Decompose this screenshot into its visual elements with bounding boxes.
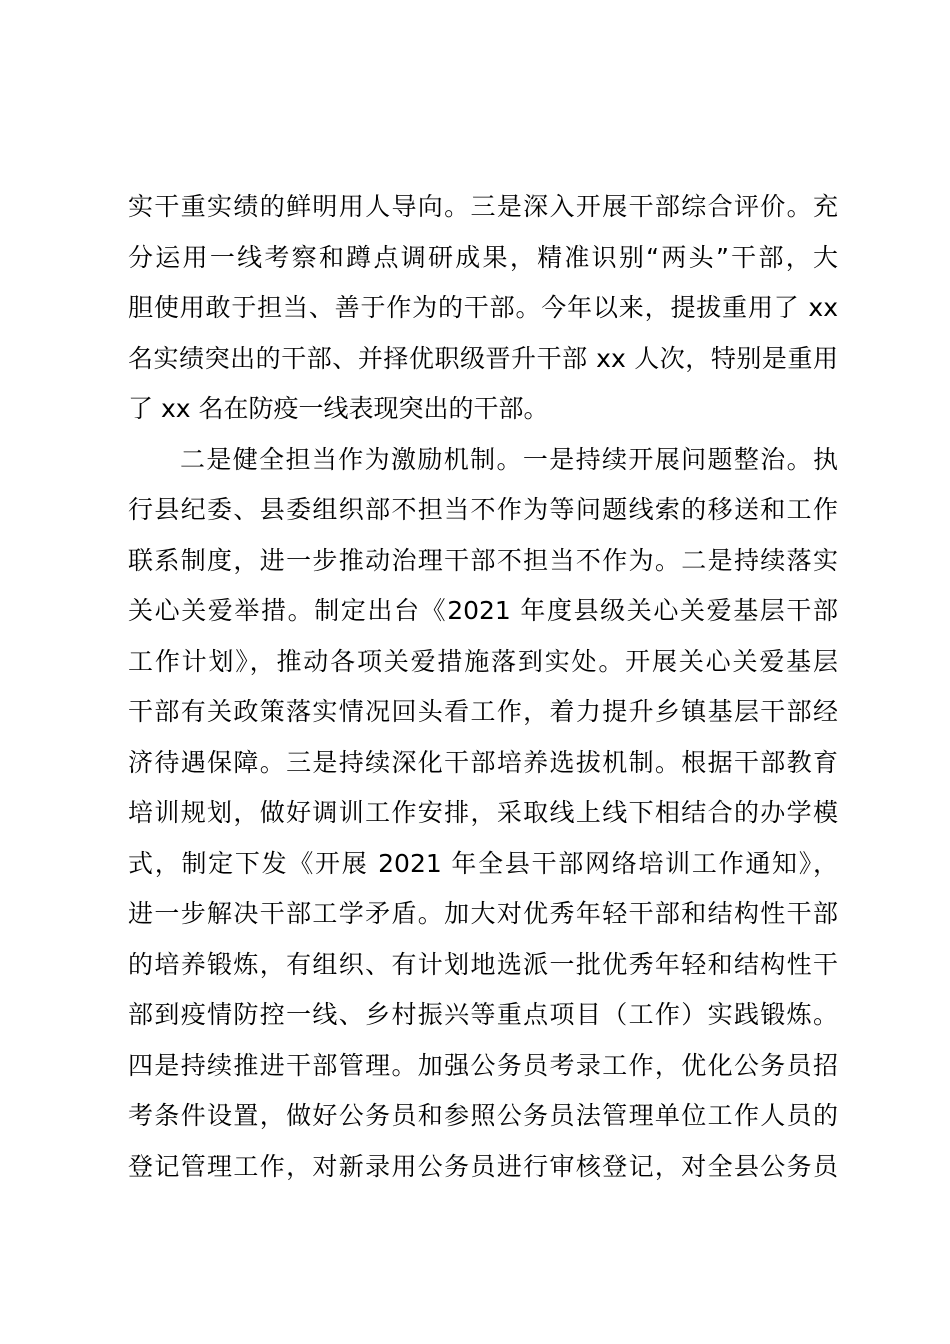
paragraph-first-line: 二是健全担当作为激励机制。一是持续开展问题整治。执 [180,444,838,474]
text-line: 济待遇保障。三是持续深化干部培养选拔机制。根据干部教育 [128,747,838,777]
text-line: 行县纪委、县委组织部不担当不作为等问题线索的移送和工作 [128,495,838,524]
text-line: 培训规划，做好调训工作安排，采取线上线下相结合的办学模 [128,798,838,827]
text-line: 联系制度，进一步推动治理干部不担当不作为。二是持续落实 [128,545,838,575]
text-line: 干部有关政策落实情况回头看工作，着力提升乡镇基层干部经 [128,697,838,726]
text-line: 登记管理工作，对新录用公务员进行审核登记，对全县公务员 [128,1151,838,1181]
text-line: 式，制定下发《开展 2021 年全县干部网络培训工作通知》， [128,848,838,878]
text-line: 工作计划》，推动各项关爱措施落到实处。开展关心关爱基层 [128,646,838,676]
text-line: 进一步解决干部工学矛盾。加大对优秀年轻干部和结构性干部 [128,899,838,928]
body-text [128,182,838,1192]
text-line: 分运用一线考察和蹲点调研成果，精准识别“两头”干部，大 [128,242,838,272]
text-line: 了 xx 名在防疫一线表现突出的干部。 [128,394,549,423]
text-line: 名实绩突出的干部、并择优职级晋升干部 xx 人次，特别是重用 [128,343,838,373]
text-line: 实干重实绩的鲜明用人导向。三是深入开展干部综合评价。充 [128,192,838,221]
text-line: 考条件设置，做好公务员和参照公务员法管理单位工作人员的 [128,1101,838,1130]
text-line: 的培养锻炼，有组织、有计划地选派一批优秀年轻和结构性干 [128,949,838,979]
text-line: 四是持续推进干部管理。加强公务员考录工作，优化公务员招 [128,1050,838,1080]
text-line: 关心关爱举措。制定出台《2021 年度县级关心关爱基层干部 [128,596,838,625]
text-line: 胆使用敢于担当、善于作为的干部。今年以来，提拔重用了 xx [128,293,838,322]
text-line: 部到疫情防控一线、乡村振兴等重点项目（工作）实践锻炼。 [128,1000,838,1029]
